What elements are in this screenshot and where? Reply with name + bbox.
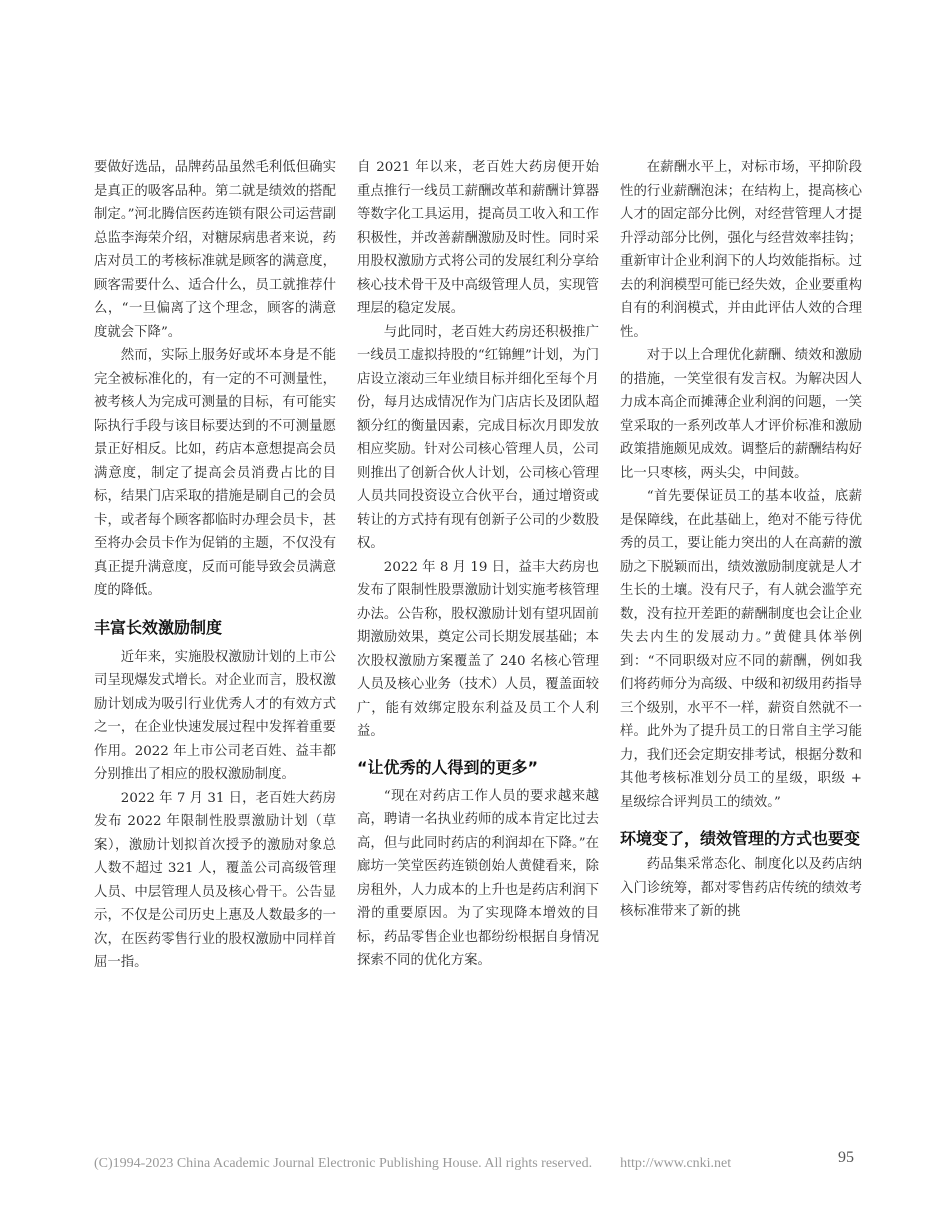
section-heading: 环境变了，绩效管理的方式也要变	[620, 829, 861, 848]
paragraph: 2022 年 8 月 19 日，益丰大药房也发布了限制性股票激励计划实施考核管理办法。公告称，股权激励计划有望巩固前期激励效果，奠定公司长期发展基础；本次股权激励方案覆盖了 240 名核心管理人员及核心业务（技术）人员，覆盖面较广，能有效绑定股东利益及员工个人利益。	[357, 559, 599, 739]
page-number: 95	[838, 1149, 854, 1166]
paragraph: 近年来，实施股权激励计划的上市公司呈现爆发式增长。对企业而言，股权激励计划成为吸引行业优秀人才的有效方式之一，在企业快速发展过程中发挥着重要作用。2022 年上市公司老百姓、益丰都分别推出了相应的股权激励制度。	[94, 649, 336, 782]
section-heading: “让优秀的人得到的更多”	[357, 757, 539, 777]
paragraph: 自 2021 年以来，老百姓大药房便开始重点推行一线员工薪酬改革和薪酬计算器等数字化工具运用，提高员工收入和工作积极性，并改善薪酬激励及时性。同时采用股权激励方式将公司的发展红利分享给核心技术骨干及中高级管理人员，实现管理层的稳定发展。	[357, 160, 599, 316]
paragraph: “首先要保证员工的基本收益，底薪是保障线，在此基础上，绝对不能亏待优秀的员工，要让能力突出的人在高薪的激励之下脱颖而出，绩效激励制度就是人才生长的土壤。没有尺子，有人就会滥竽充数，没有拉开差距的薪酬制度也会让企业失去内生的发展动力。”黄健具体举例到：“不同职级对应不同的薪酬，例如我们将药师分为高级、中级和初级用药指导三个级别，水平不一样，薪资自然就不一样。此外为了提升员工的日常自主学习能力，我们还会定期安排考试，根据分数和其他考核标准划分员工的星级，职级 + 星级综合评判员工的绩效。”	[620, 489, 862, 810]
paragraph: 2022 年 7 月 31 日，老百姓大药房发布 2022 年限制性股票激励计划（草案），激励计划拟首次授予的激励对象总人数不超过 321 人，覆盖公司高级管理人员、中层管理人员及核心骨干。公告显示，不仅是公司历史上惠及人数最多的一次，在医药零售行业的股权激励中同样首屈一指。	[94, 790, 336, 970]
paragraph: 在薪酬水平上，对标市场，平抑阶段性的行业薪酬泡沫；在结构上，提高核心人才的固定部分比例，对经营管理人才提升浮动部分比例，强化与经营效率挂钩；重新审计企业利润下的人均效能指标。过去的利润模型可能已经失效，企业要重构自有的利润模式，并由此评估人效的合理性。	[620, 160, 862, 340]
column-3	[620, 156, 862, 924]
paragraph: 与此同时，老百姓大药房还积极推广一线员工虚拟持股的“红锦鲤”计划，为门店设立滚动三年业绩目标并细化至每个月份，每月达成情况作为门店店长及团队超额分红的衡量因素，完成目标次月即发放相应奖励。针对公司核心管理人员，公司则推出了创新合伙人计划，公司核心管理人员共同投资设立合伙平台，通过增资或转让的方式持有现有创新子公司的少数股权。	[357, 324, 599, 551]
copyright-footer	[94, 1156, 731, 1172]
paragraph: 要做好选品，品牌药品虽然毛利低但确实是真正的吸客品种。第二就是绩效的搭配制定。”河北腾信医药连锁有限公司运营副总监李海荣介绍，对糖尿病患者来说，药店对员工的考核标准就是顾客的满意度，顾客需要什么、适合什么，员工就推荐什么，“一旦偏离了这个理念，顾客的满意度就会下降”。	[94, 160, 336, 340]
footer-url-link[interactable]: http://www.cnki.net	[620, 1156, 732, 1171]
paragraph: 对于以上合理优化薪酬、绩效和激励的措施，一笑堂很有发言权。为解决因人力成本高企而摊薄企业利润的问题，一笑堂采取的一系列改革人才评价标准和激励政策措施颇见成效。调整后的薪酬结构好比一只枣核，两头尖，中间鼓。	[620, 348, 862, 481]
column-1	[94, 156, 336, 975]
paragraph: “现在对药店工作人员的要求越来越高，聘请一名执业药师的成本肯定比过去高，但与此同时药店的利润却在下降。”在廊坊一笑堂医药连锁创始人黄健看来，除房租外，人力成本的上升也是药店利润下滑的重要原因。为了实现降本增效的目标，药品零售企业也都纷纷根据自身情况探索不同的优化方案。	[357, 788, 599, 968]
column-2	[357, 156, 599, 973]
paragraph: 然而，实际上服务好或坏本身是不能完全被标准化的，有一定的不可测量性，被考核人为完成可测量的目标，有可能实际执行手段与该目标要达到的不可测量愿景正好相反。比如，药店本意想提高会员满意度，制定了提高会员消费占比的目标，结果门店采取的措施是刷自己的会员卡，或者每个顾客都临时办理会员卡，甚至将办会员卡作为促销的主题，不仅没有真正提升满意度，反而可能导致会员满意度的降低。	[94, 348, 336, 598]
paragraph: 药品集采常态化、制度化以及药店纳入门诊统筹，都对零售药店传统的绩效考核标准带来了新的挑	[620, 857, 862, 919]
section-heading: 丰富长效激励制度	[94, 617, 223, 637]
copyright-text: (C)1994-2023 China Academic Journal Electronic Publishing House. All rights reserved.	[94, 1156, 593, 1171]
